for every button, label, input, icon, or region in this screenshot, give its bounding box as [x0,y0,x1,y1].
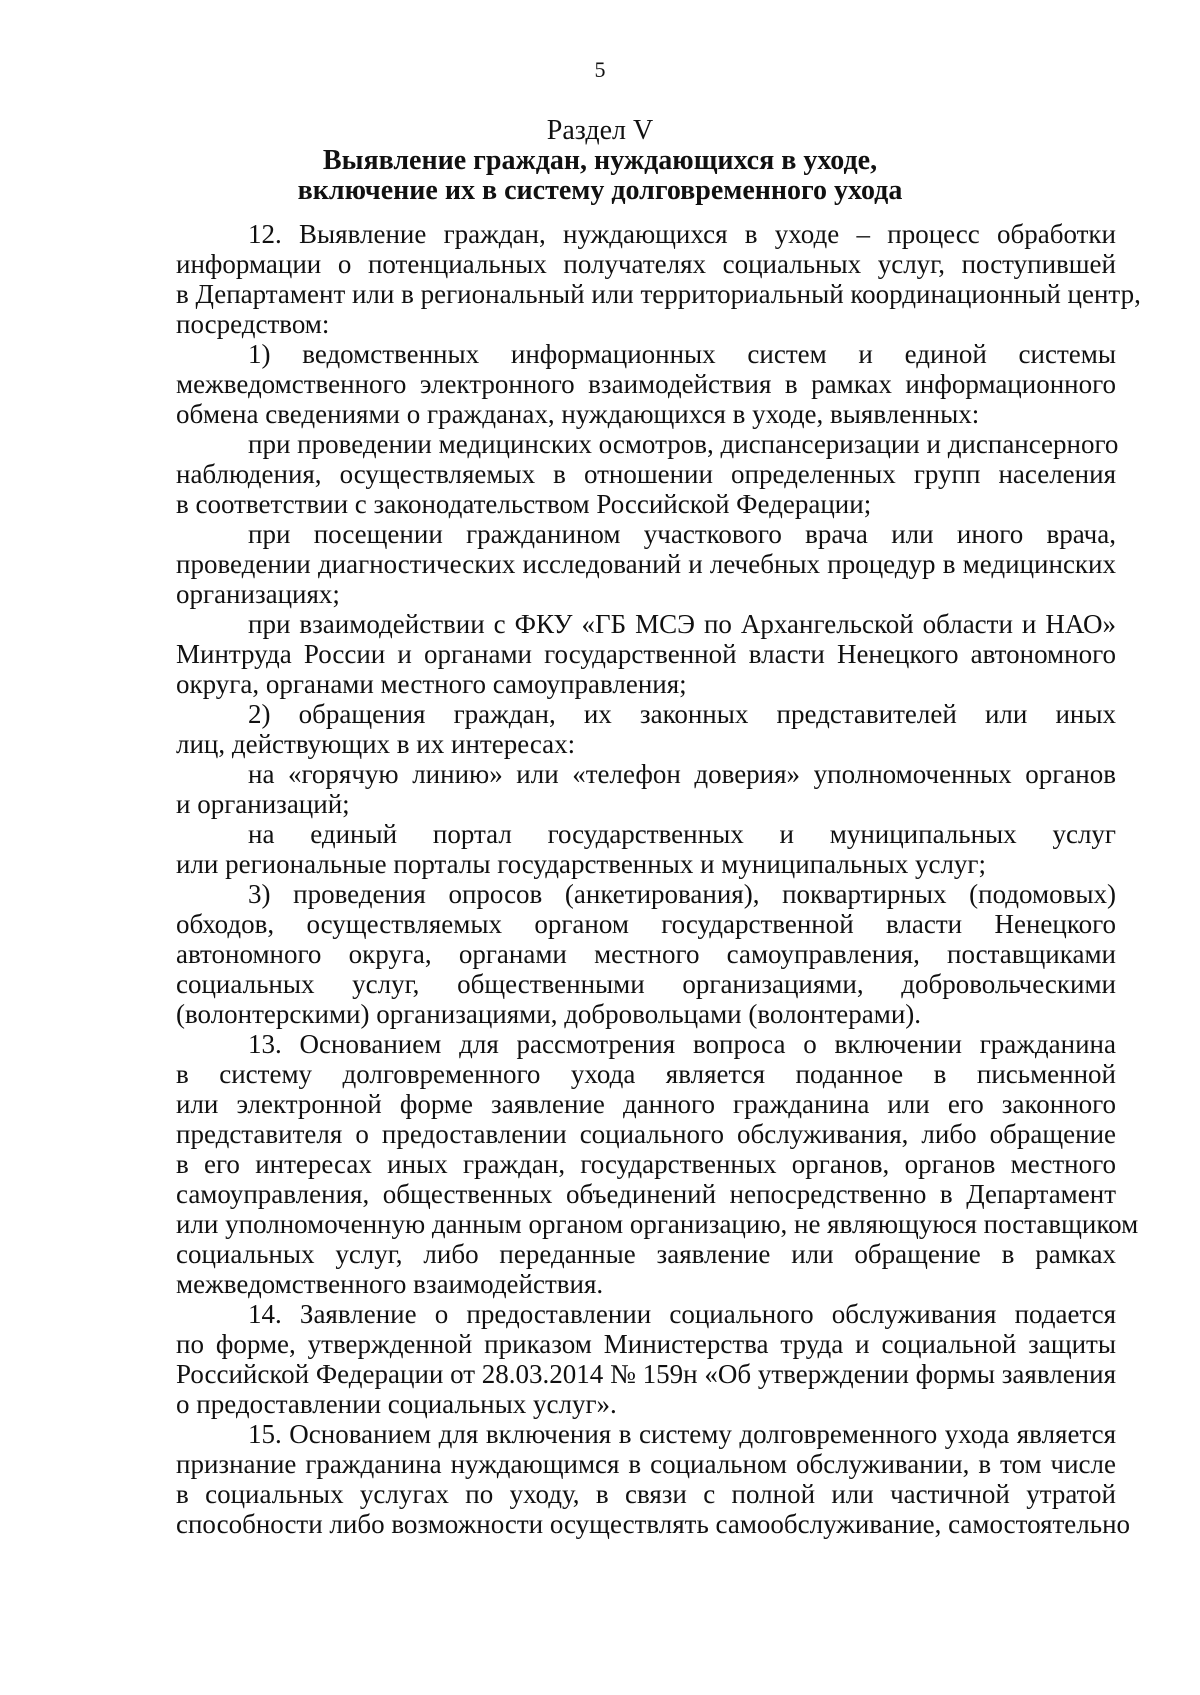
paragraph [176,429,1119,519]
paragraph-line: или электронной форме заявление данного гражданина или его законного [176,1089,1116,1119]
paragraph-line: обходов, осуществляемых органом государственной власти Ненецкого [176,909,1116,939]
paragraph-line: информации о потенциальных получателях социальных услуг, поступившей [176,249,1116,279]
paragraph-line: 15. Основанием для включения в систему долговременного ухода является [248,1419,1116,1449]
paragraph-line: при проведении медицинских осмотров, диспансеризации и диспансерного [248,429,1119,459]
paragraph-line: в систему долговременного ухода является поданное в письменной [176,1059,1116,1089]
paragraph [176,759,1116,819]
section-title-line: Выявление граждан, нуждающихся в уходе, [322,145,878,176]
paragraph-line: проведении диагностических исследований и лечебных процедур в медицинских [176,549,1116,579]
section-title-line: включение их в систему долговременного ухода [297,175,903,206]
paragraph-line: обмена сведениями о гражданах, нуждающихся в уходе, выявленных: [176,399,980,429]
paragraph-line: Российской Федерации от 28.03.2014 № 159н «Об утверждении формы заявления [176,1359,1116,1389]
paragraph-line: при посещении гражданином участкового врача или иного врача, [248,519,1116,549]
document-body [176,219,1141,1539]
paragraph-line: лиц, действующих в их интересах: [176,729,576,759]
paragraph [176,1299,1116,1419]
paragraph-line: в Департамент или в региональный или территориальный координационный центр, [176,279,1141,309]
paragraph-line: межведомственного электронного взаимодействия в рамках информационного [176,369,1116,399]
paragraph [176,339,1116,429]
paragraph-line: (волонтерскими) организациями, добровольцами (волонтерами). [176,999,922,1029]
paragraph-line: 13. Основанием для рассмотрения вопроса о включении гражданина [248,1029,1116,1059]
paragraph-line: представителя о предоставлении социального обслуживания, либо обращение [176,1119,1116,1149]
paragraph-line: на единый портал государственных и муниципальных услуг [248,819,1116,849]
paragraph-line: 3) проведения опросов (анкетирования), поквартирных (подомовых) [248,879,1116,909]
paragraph-line: признание гражданина нуждающимся в социальном обслуживании, в том числе [176,1449,1116,1479]
paragraph-line: 12. Выявление граждан, нуждающихся в уходе – процесс обработки [248,219,1116,249]
paragraph-line: наблюдения, осуществляемых в отношении определенных групп населения [176,459,1116,489]
paragraph [176,1419,1131,1539]
paragraph [176,819,1116,879]
paragraph-line: способности либо возможности осуществлять самообслуживание, самостоятельно [176,1509,1131,1539]
paragraph [176,219,1141,339]
paragraph-line: на «горячую линию» или «телефон доверия» уполномоченных органов [248,759,1116,789]
paragraph-line: в его интересах иных граждан, государственных органов, органов местного [176,1149,1116,1179]
paragraph-line: в социальных услугах по уходу, в связи с полной или частичной утратой [176,1479,1116,1509]
paragraph [176,699,1116,759]
paragraph [176,609,1116,699]
section-heading [0,116,1200,206]
paragraph-line: социальных услуг, либо переданные заявление или обращение в рамках [176,1239,1116,1269]
paragraph-line: социальных услуг, общественными организациями, добровольческими [176,969,1116,999]
paragraph-line: автономного округа, органами местного самоуправления, поставщиками [176,939,1116,969]
paragraph-line: в соответствии с законодательством Российской Федерации; [176,489,872,519]
paragraph-line: при взаимодействии с ФКУ «ГБ МСЭ по Архангельской области и НАО» [248,609,1116,639]
paragraph-line: округа, органами местного самоуправления; [176,669,687,699]
paragraph-line: по форме, утвержденной приказом Министерства труда и социальной защиты [176,1329,1116,1359]
paragraph-line: посредством: [176,309,330,339]
paragraph [176,879,1116,1029]
page-number: 5 [594,57,606,82]
paragraph [176,519,1116,609]
paragraph-line: межведомственного взаимодействия. [176,1269,604,1299]
paragraph-line: Минтруда России и органами государственной власти Ненецкого автономного [176,639,1116,669]
paragraph-line: и организаций; [176,789,350,819]
paragraph-line: 14. Заявление о предоставлении социального обслуживания подается [248,1299,1116,1329]
paragraph-line: или уполномоченную данным органом организацию, не являющуюся поставщиком [176,1209,1139,1239]
paragraph-line: организациях; [176,579,340,609]
paragraph-line: 1) ведомственных информационных систем и единой системы [248,339,1116,369]
paragraph-line: 2) обращения граждан, их законных представителей или иных [248,699,1116,729]
section-label: Раздел V [546,115,654,146]
paragraph [176,1029,1139,1299]
paragraph-line: или региональные порталы государственных и муниципальных услуг; [176,849,986,879]
paragraph-line: самоуправления, общественных объединений непосредственно в Департамент [176,1179,1116,1209]
paragraph-line: о предоставлении социальных услуг». [176,1389,617,1419]
